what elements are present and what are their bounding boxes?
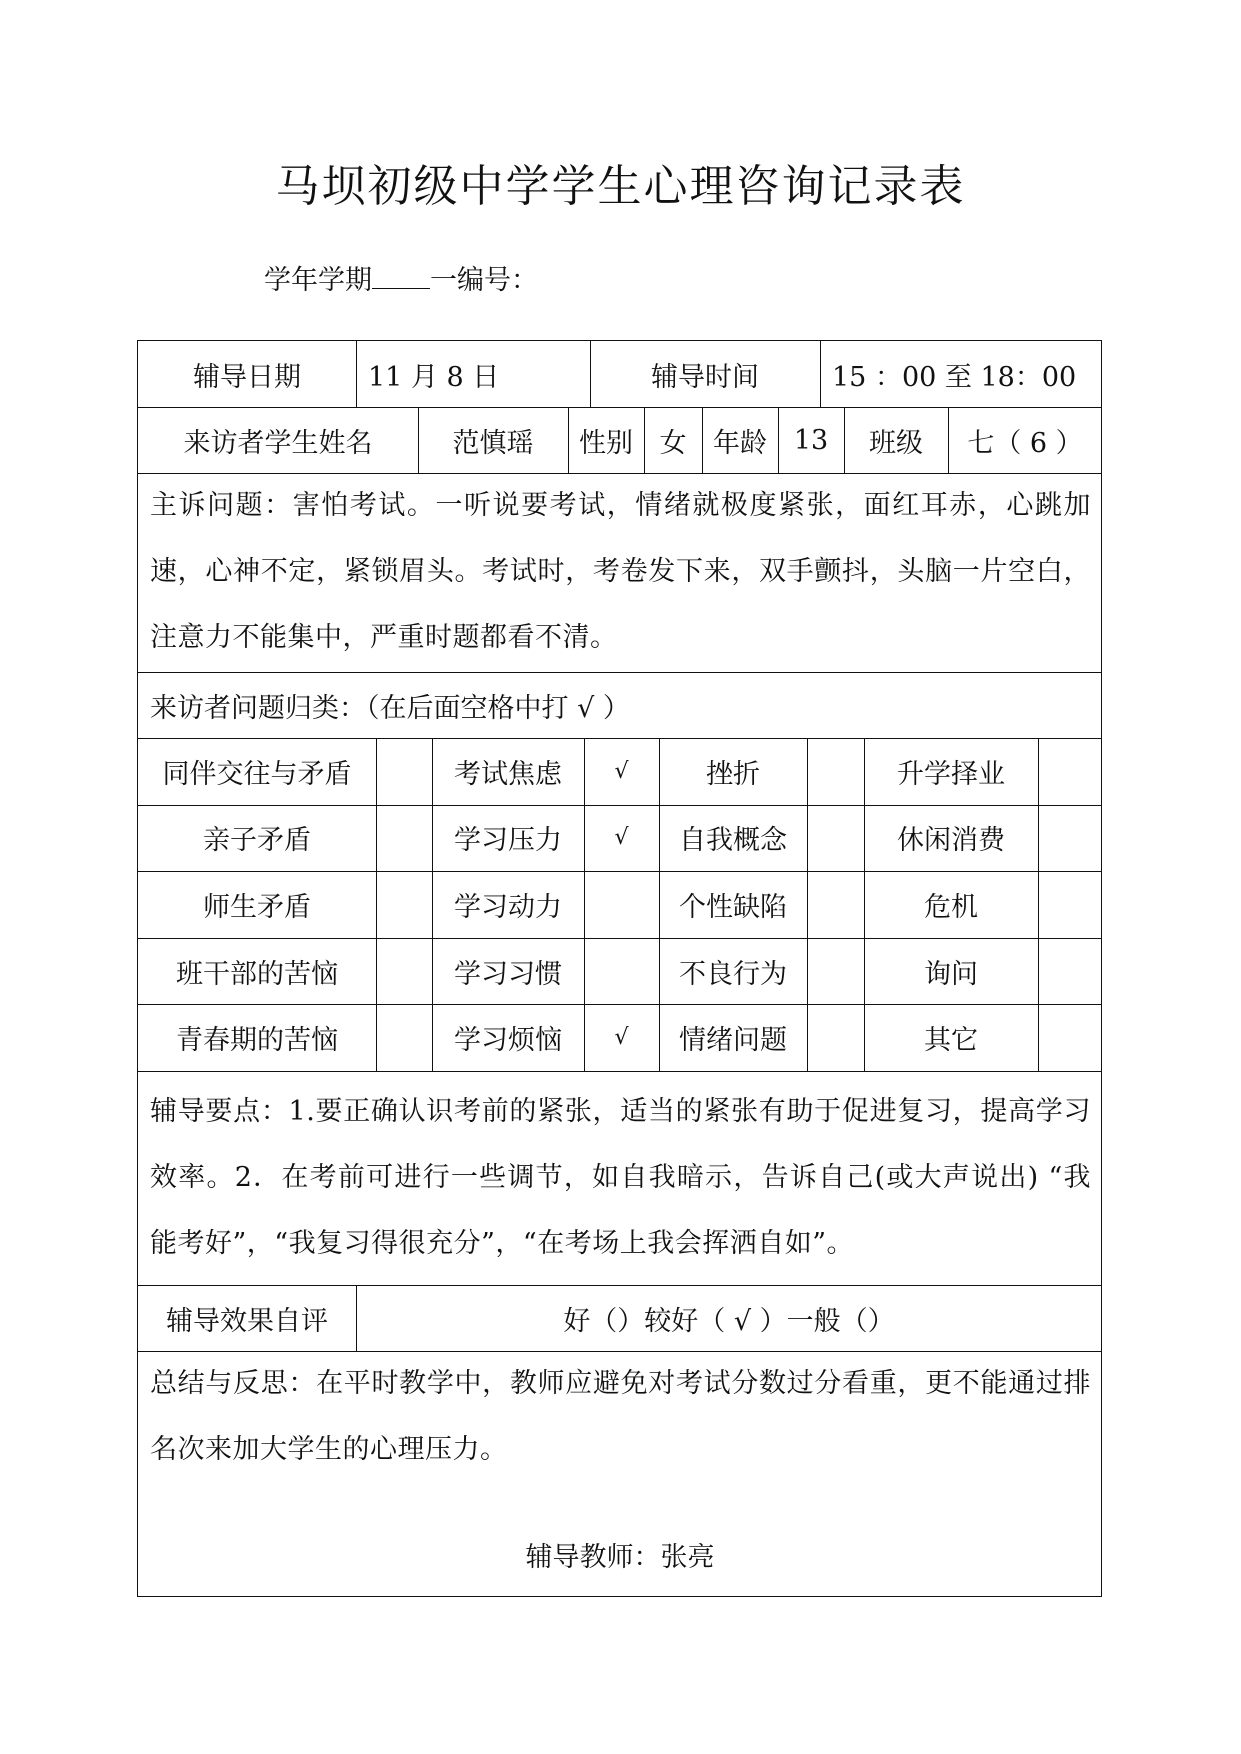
category-checkbox[interactable] bbox=[807, 738, 864, 805]
divider bbox=[376, 1004, 377, 1071]
divider bbox=[1038, 805, 1039, 872]
category-name: 考试焦虑 bbox=[454, 758, 562, 790]
divider bbox=[807, 738, 808, 805]
divider bbox=[376, 738, 377, 805]
category-checkbox[interactable] bbox=[376, 871, 432, 938]
category-checkbox[interactable] bbox=[1038, 938, 1102, 1005]
form-title: 马坝初级中学学生心理咨询记录表 bbox=[275, 161, 966, 212]
category-checkbox[interactable] bbox=[1038, 805, 1102, 872]
category-name: 青春期的苦恼 bbox=[176, 1025, 338, 1057]
category-name: 危机 bbox=[924, 891, 978, 923]
divider bbox=[432, 938, 433, 1005]
row-divider bbox=[138, 1004, 1101, 1005]
age-value: 13 bbox=[793, 424, 829, 456]
category-checkbox[interactable] bbox=[376, 738, 432, 805]
category-name: 情绪问题 bbox=[679, 1025, 787, 1057]
guidance-text: 辅导要点：1.要正确认识考前的紧张，适当的紧张有助于促进复习，提高学习效率。2．在考前可进行一些调节，如自我暗示，告诉自己(或大声说出) “我能考好”，“我复习得很充分”，“在考场上我会挥洒自如”。 bbox=[150, 1096, 1091, 1259]
divider bbox=[432, 738, 433, 805]
category-checkbox[interactable] bbox=[376, 805, 432, 872]
divider bbox=[864, 738, 865, 805]
divider bbox=[432, 805, 433, 872]
time-value: 15 ：00 至 18：00 bbox=[832, 361, 1077, 393]
evaluation-label: 辅导效果自评 bbox=[166, 1305, 328, 1337]
divider bbox=[432, 871, 433, 938]
divider bbox=[376, 871, 377, 938]
divider bbox=[584, 871, 585, 938]
category-name: 询问 bbox=[924, 958, 978, 990]
category-name: 亲子矛盾 bbox=[203, 825, 311, 857]
category-checkbox[interactable] bbox=[807, 871, 864, 938]
category-name: 休闲消费 bbox=[897, 825, 1005, 857]
date-label: 辅导日期 bbox=[193, 361, 301, 393]
category-name: 班干部的苦恼 bbox=[176, 958, 338, 990]
term-line bbox=[264, 258, 538, 297]
category-checkbox[interactable] bbox=[376, 1004, 432, 1071]
number-label: 一编号： bbox=[430, 265, 538, 296]
divider bbox=[1038, 1004, 1039, 1071]
category-checkbox[interactable] bbox=[376, 938, 432, 1005]
divider bbox=[864, 805, 865, 872]
divider bbox=[659, 938, 660, 1005]
row-divider bbox=[138, 1071, 1101, 1072]
row-divider bbox=[138, 938, 1101, 939]
term-blank bbox=[372, 264, 430, 289]
category-name: 个性缺陷 bbox=[679, 891, 787, 923]
category-checkbox[interactable] bbox=[807, 805, 864, 872]
category-name: 学习习惯 bbox=[454, 958, 562, 990]
divider bbox=[659, 871, 660, 938]
summary-text: 总结与反思：在平时教学中，教师应避免对考试分数过分看重，更不能通过排名次来加大学生的心理压力。 bbox=[150, 1368, 1091, 1465]
complaint-text: 主诉问题：害怕考试。一听说要考试，情绪就极度紧张，面红耳赤，心跳加速，心神不定，紧锁眉头。考试时，考卷发下来，双手颤抖，头脑一片空白，注意力不能集中，严重时题都看不清。 bbox=[150, 490, 1091, 653]
divider bbox=[659, 805, 660, 872]
divider bbox=[584, 805, 585, 872]
date-value: 11 月 8 日 bbox=[368, 361, 500, 393]
evaluation-value: 好（）较好（ √ ）一般（） bbox=[563, 1305, 895, 1337]
row-divider bbox=[138, 805, 1101, 806]
category-name: 学习烦恼 bbox=[454, 1025, 562, 1057]
category-name: 师生矛盾 bbox=[203, 891, 311, 923]
divider bbox=[376, 805, 377, 872]
divider bbox=[376, 938, 377, 1005]
row-divider bbox=[138, 871, 1101, 872]
category-name: 不良行为 bbox=[679, 958, 787, 990]
category-checkbox[interactable]: √ bbox=[614, 758, 629, 784]
divider bbox=[659, 1004, 660, 1071]
divider bbox=[807, 1004, 808, 1071]
category-name: 挫折 bbox=[706, 758, 760, 790]
divider bbox=[1038, 871, 1039, 938]
divider bbox=[1038, 738, 1039, 805]
time-label: 辅导时间 bbox=[651, 361, 759, 393]
student-name-value: 范慎瑶 bbox=[452, 427, 534, 459]
category-checkbox[interactable] bbox=[1038, 1004, 1102, 1071]
divider bbox=[584, 938, 585, 1005]
classification-label: 来访者问题归类：（在后面空格中打 √ ） bbox=[150, 692, 630, 724]
divider bbox=[807, 805, 808, 872]
divider bbox=[807, 938, 808, 1005]
category-checkbox[interactable] bbox=[584, 938, 659, 1005]
divider bbox=[584, 738, 585, 805]
category-name: 学习动力 bbox=[454, 891, 562, 923]
divider bbox=[1038, 938, 1039, 1005]
term-label: 学年学期 bbox=[264, 265, 372, 296]
category-checkbox[interactable] bbox=[1038, 738, 1102, 805]
gender-label: 性别 bbox=[579, 427, 633, 459]
divider bbox=[432, 1004, 433, 1071]
divider bbox=[864, 871, 865, 938]
divider bbox=[807, 871, 808, 938]
class-value: 七（ 6 ） bbox=[967, 427, 1083, 459]
divider bbox=[584, 1004, 585, 1071]
category-checkbox[interactable] bbox=[807, 1004, 864, 1071]
category-checkbox[interactable] bbox=[584, 871, 659, 938]
age-label: 年龄 bbox=[713, 427, 767, 459]
category-checkbox[interactable] bbox=[1038, 871, 1102, 938]
student-name-label: 来访者学生姓名 bbox=[183, 427, 373, 459]
category-name: 同伴交往与矛盾 bbox=[162, 758, 352, 790]
category-checkbox[interactable] bbox=[807, 938, 864, 1005]
category-name: 其它 bbox=[924, 1025, 978, 1057]
divider bbox=[864, 938, 865, 1005]
class-label: 班级 bbox=[869, 427, 923, 459]
category-name: 升学择业 bbox=[897, 758, 1005, 790]
divider bbox=[659, 738, 660, 805]
category-name: 学习压力 bbox=[454, 825, 562, 857]
category-checkbox[interactable]: √ bbox=[614, 1025, 629, 1051]
gender-value: 女 bbox=[659, 427, 687, 459]
divider bbox=[864, 1004, 865, 1071]
category-name: 自我概念 bbox=[679, 825, 787, 857]
teacher-signature: 辅导教师：张亮 bbox=[525, 1541, 715, 1573]
record-table bbox=[137, 340, 1102, 1597]
category-checkbox[interactable]: √ bbox=[614, 825, 629, 851]
